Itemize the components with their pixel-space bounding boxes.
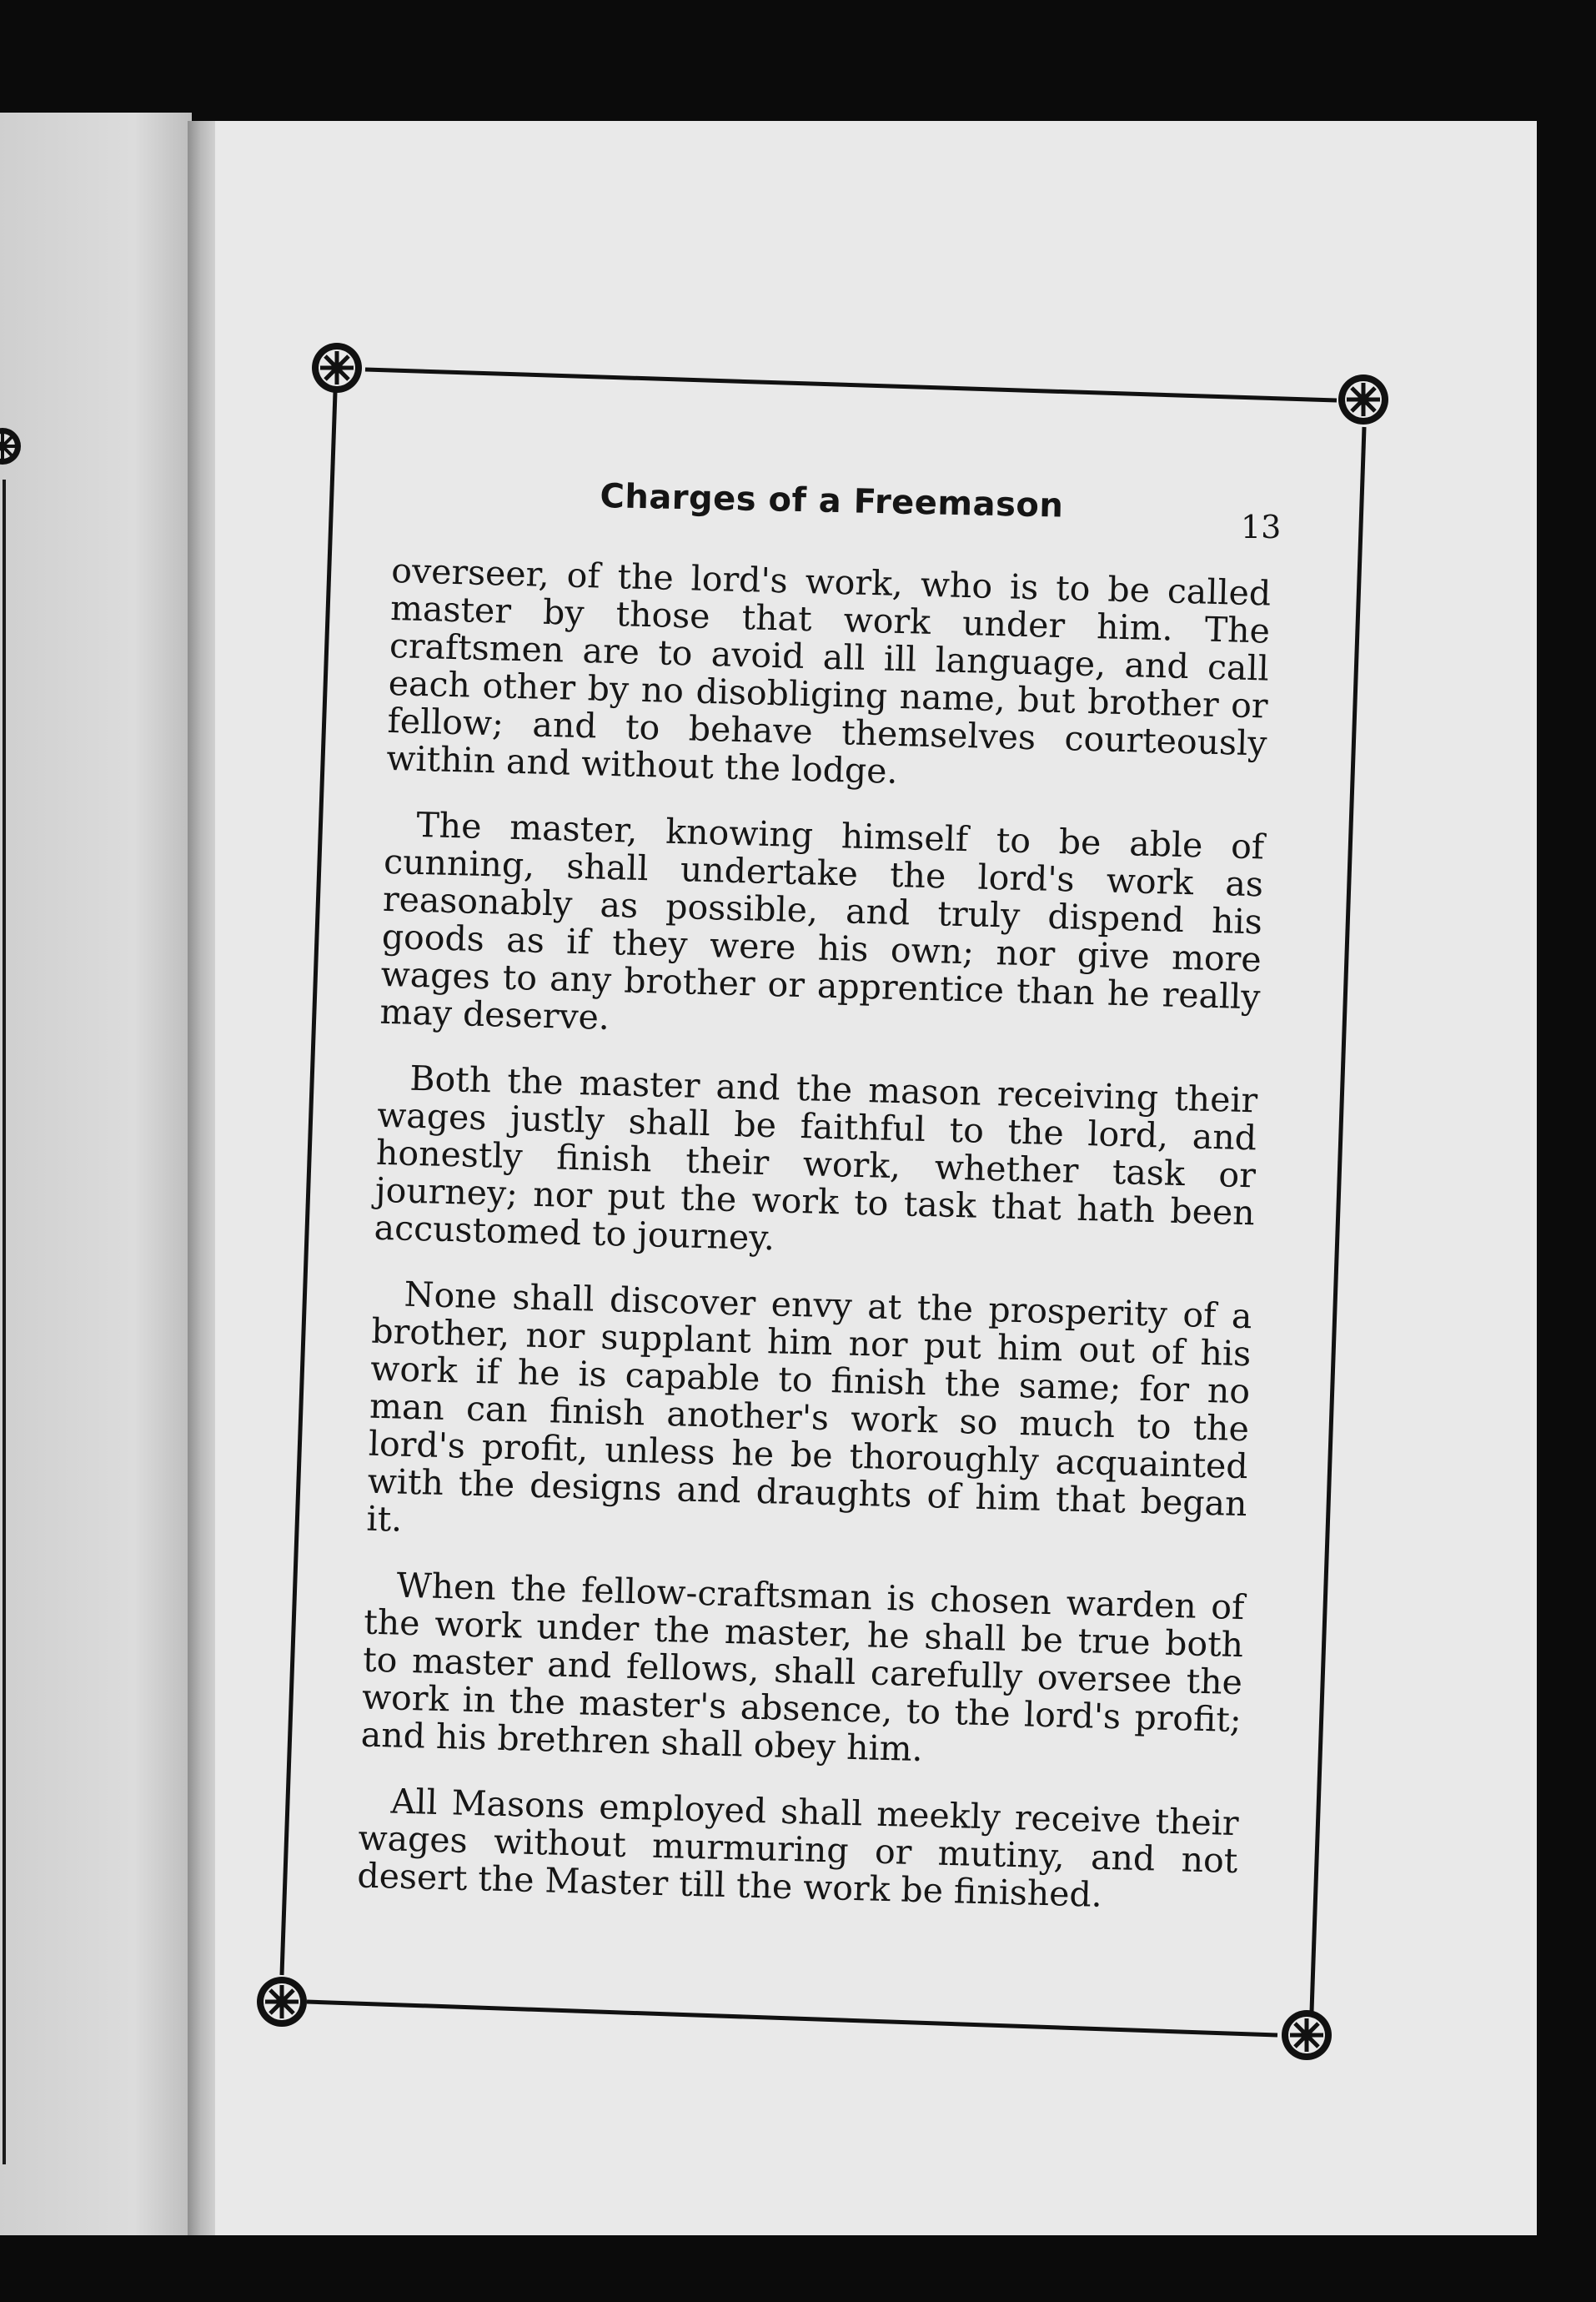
paragraph: The master, knowing himself to be able of cunning, shall undertake the lord's work as reasonably as possible, and truly dispend his goods as if they were his own; nor give more wages to any brother or apprentice than he really may deserve. xyxy=(379,804,1265,1038)
paragraph: When the fellow-craftsman is chosen warden of the work under the master, he shall be true both to master and fellows, shall carefully oversee the work in the master's absence, to the lord's profit; and his brethren shall obey him. xyxy=(360,1565,1245,1770)
rosette-ornament-icon xyxy=(0,425,23,467)
paragraph: None shall discover envy at the prosperity of a brother, nor supplant him nor put him out of his work if he is capable to finish the same; for no man can finish another's work so much to the lord's profit, unless he be thoroughly acquainted with the designs and draughts of him that began it. xyxy=(366,1274,1252,1540)
left-page-border-rule xyxy=(3,480,6,2164)
page-number: 13 xyxy=(1241,509,1282,545)
left-page-edge xyxy=(0,113,192,2235)
body-text xyxy=(356,552,1272,1946)
paragraph: overseer, of the lord's work, who is to be called master by those that work under him. The craftsmen are to avoid all ill language, and call each other by no disobliging name, but brother or fellow; and to behave themselves courteously within and without the lodge. xyxy=(385,550,1272,792)
running-head: Charges of a Freemason xyxy=(600,477,1064,525)
paragraph: Both the master and the mason receiving their wages justly shall be faithful to the lord, and honestly finish their work, whether task or journey; nor put the work to task that hath been accustomed to journey. xyxy=(374,1058,1258,1259)
paragraph: All Masons employed shall meekly receive their wages without murmuring or mutiny, and not desert the Master till the work be finished. xyxy=(356,1781,1240,1915)
